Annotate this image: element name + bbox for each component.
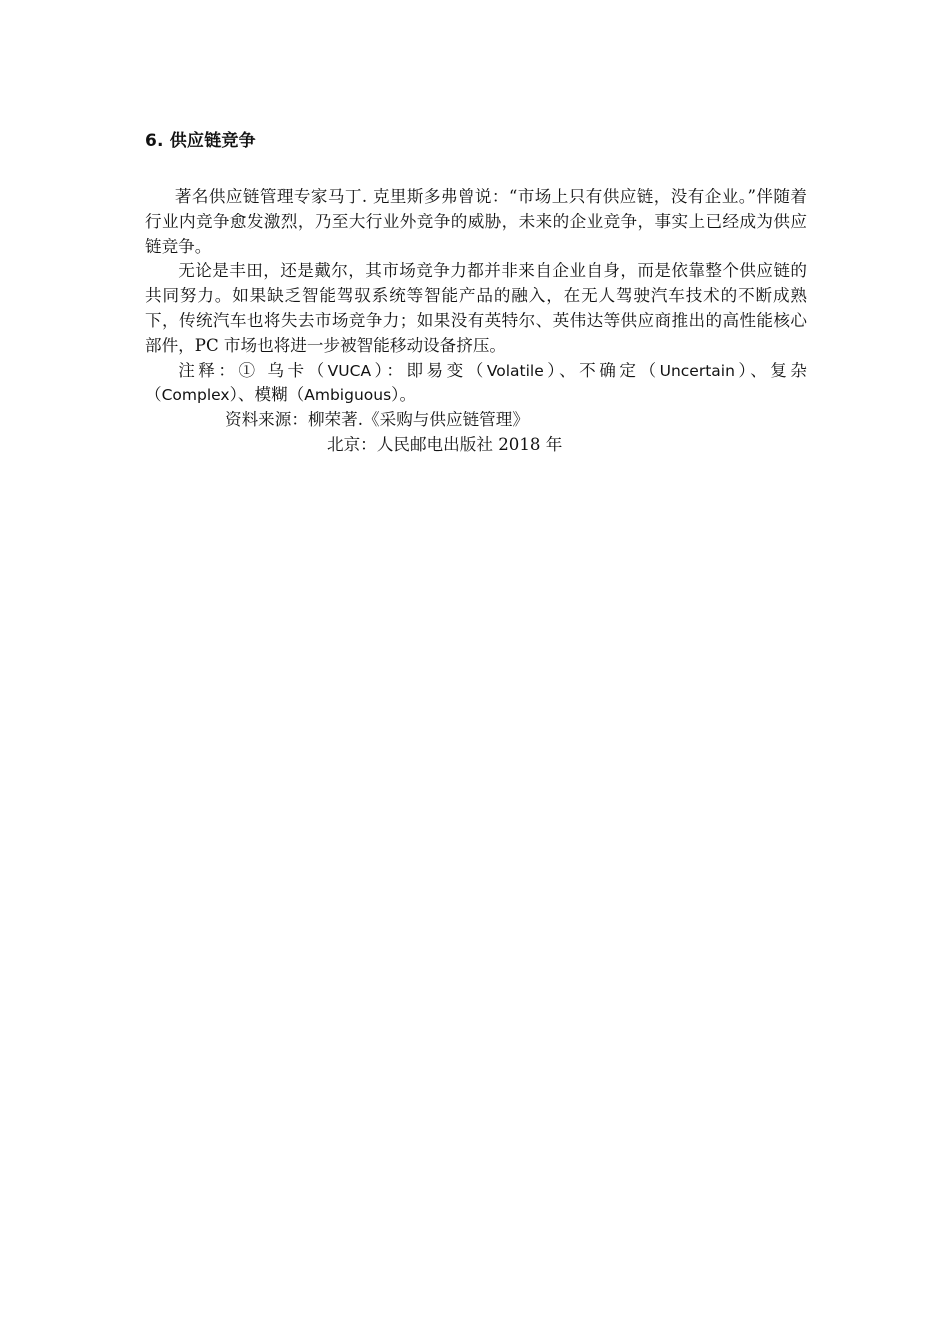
note-prefix: 注释：① 乌卡（ xyxy=(178,360,328,380)
note-sep-4: ）、模糊（ xyxy=(229,385,305,405)
section-heading: 6. 供应链竞争 xyxy=(145,131,256,151)
note-sep-3: ）、复杂（ xyxy=(145,360,808,405)
source-citation-line-2: 北京：人民邮电出版社 2018 年 xyxy=(327,434,563,454)
note-sep-5: ）。 xyxy=(391,385,417,405)
paragraph-2: 无论是丰田，还是戴尔，其市场竞争力都并非来自企业自身，而是依靠整个供应链的共同努力。如果缺乏智能驾驭系统等智能产品的融入，在无人驾驶汽车技术的不断成熟下，传统汽车也将失去市场竞争力；如果没有英特尔、英伟达等供应商推出的高性能核心部件，PC 市场也将进一步被智能移动设备挤压。 xyxy=(145,261,807,355)
note-term-ambiguous: Ambiguous xyxy=(304,386,392,405)
note-sep-1: ）：即易变（ xyxy=(371,360,487,380)
document-body xyxy=(145,185,807,458)
note-term-uncertain: Uncertain xyxy=(659,361,735,380)
note-term-volatile: Volatile xyxy=(486,361,544,380)
note-sep-2: ）、不确定（ xyxy=(543,360,660,380)
note-term-complex: Complex xyxy=(161,386,230,405)
source-citation-line-1: 资料来源：柳荣著.《采购与供应链管理》 xyxy=(225,410,529,430)
paragraph-1: 著名供应链管理专家马丁. 克里斯多弗曾说：“市场上只有供应链，没有企业。”伴随着行业内竞争愈发激烈，乃至大行业外竞争的威胁，未来的企业竞争，事实上已经成为供应链竞争。 xyxy=(145,187,807,256)
note-paragraph xyxy=(145,359,807,409)
note-term-vuca: VUCA xyxy=(327,361,372,380)
